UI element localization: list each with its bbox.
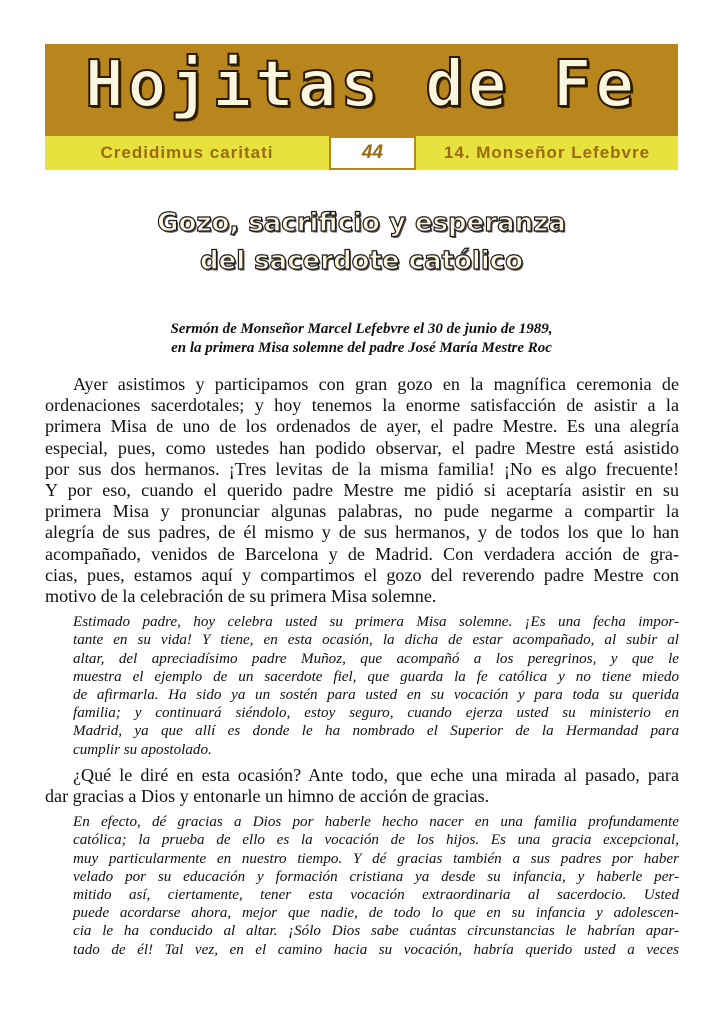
text-line: especial, pues, como ustedes han podido observar, el padre Mestre está asistido [45, 437, 679, 458]
masthead-band [45, 44, 678, 136]
text-line: cias, pues, estamos aquí y compartimos el gozo del reverendo padre Mestre con [45, 564, 679, 585]
text-line: muestra el ejemplo de un sacerdote fiel, que guarda la fe católica y no tiene miedo [73, 668, 679, 685]
text-line: Ayer asistimos y participamos con gran gozo en la magnífica ceremonia de [73, 374, 679, 394]
text-line: ordenaciones sacerdotales; y hoy tenemos la enorme satisfacción de asistir a la [45, 395, 679, 416]
text-line: primera Misa de uno de los ordenados de ayer, el padre Mestre. Es una alegría [45, 416, 679, 437]
article-subtitle [45, 320, 678, 358]
text-line: Estimado padre, hoy celebra usted su primera Misa solemne. ¡Es una fecha impor- [73, 614, 679, 631]
paragraph-2 [45, 765, 679, 807]
text-line: ¿Qué le diré en esta ocasión? Ante todo, que eche una mirada al pasado, para [73, 764, 679, 785]
text-line: Madrid, ya que allí es donde le ha nombrado el Superior de la Hermandad para [73, 723, 679, 740]
text-line: velado por su educación y formación cristiana ya desde su infancia, y haberle per- [73, 868, 679, 885]
issue-title: 14. Monseñor Lefebvre [416, 136, 678, 170]
text-line: En efecto, dé gracias a Dios por haberle hecho nacer en una familia profundamente [73, 814, 679, 831]
text-line: de afirmarla. Ha sido ya un sostén para usted en su vocación y para toda su querida [73, 687, 679, 704]
text-line: por sus dos hermanos. ¡Tres levitas de la misma familia! ¡No es algo frecuente! [45, 458, 679, 479]
quote-1 [73, 613, 679, 759]
text-line: tante en su vida! Y tiene, en esta ocasión, la dicha de estar acompañado, al subir al [73, 632, 679, 649]
text-line: familia; y continuará siéndolo, estoy seguro, cuando ejerza usted su ministerio en [73, 705, 679, 722]
masthead [45, 44, 678, 170]
article-title [45, 204, 678, 280]
article-title-line-2: del sacerdote católico [199, 246, 524, 276]
text-line: alegría de sus padres, de él mismo y de sus hermanos, y de todos los que lo han [45, 522, 679, 543]
text-line: cia le ha conducido al altar. ¡Sólo Dios sabe cuántas circunstancias le habrían apar- [73, 923, 679, 940]
text-line: tado de él! Tal vez, en el camino hacia su vocación, habría querido usted a veces [73, 941, 679, 958]
text-line: altar, del apreciadísimo padre Muñoz, que acompañó a los peregrinos, y que le [73, 650, 679, 667]
masthead-title: Hojitas de Fe [85, 48, 638, 122]
quote-2 [73, 813, 679, 959]
text-line: cumplir su apostolado. [73, 741, 212, 758]
article-title-line-1: Gozo, sacrificio y esperanza [157, 208, 566, 238]
text-line: mitido así, ciertamente, tener esta vocación extraordinaria al sacerdocio. Usted [73, 887, 679, 904]
text-line: muy particularmente en nuestro tiempo. Y dé gracias también a sus padres por haber [73, 850, 679, 867]
subtitle-line-2: en la primera Misa solemne del padre José María Mestre Roc [171, 340, 552, 356]
text-line: puede acordarse ahora, mejor que nadie, de todo lo que en su infancia y adolescen- [73, 905, 679, 922]
text-line: dar gracias a Dios y entonarle un himno de acción de gracias. [45, 786, 490, 807]
article-body [45, 374, 679, 965]
paragraph-1 [45, 374, 679, 607]
text-line: motivo de la celebración de su primera Misa solemne. [45, 586, 437, 607]
text-line: primera Misa y pronunciar algunas palabras, no pude negarme a compartir la [45, 501, 679, 522]
text-line: acompañado, venidos de Barcelona y de Madrid. Con verdadera acción de gra- [45, 543, 679, 564]
motto: Credidimus caritati [45, 136, 329, 170]
subtitle-line-1: Sermón de Monseñor Marcel Lefebvre el 30 de junio de 1989, [170, 321, 553, 337]
text-line: Y por eso, cuando el querido padre Mestre me pidió si aceptaría asistir en su [45, 480, 679, 501]
masthead-bar [45, 136, 678, 170]
issue-number: 44 [329, 136, 416, 170]
text-line: católica; la prueba de ello es la vocación de los hijos. Es una gracia excepcional, [73, 832, 679, 849]
